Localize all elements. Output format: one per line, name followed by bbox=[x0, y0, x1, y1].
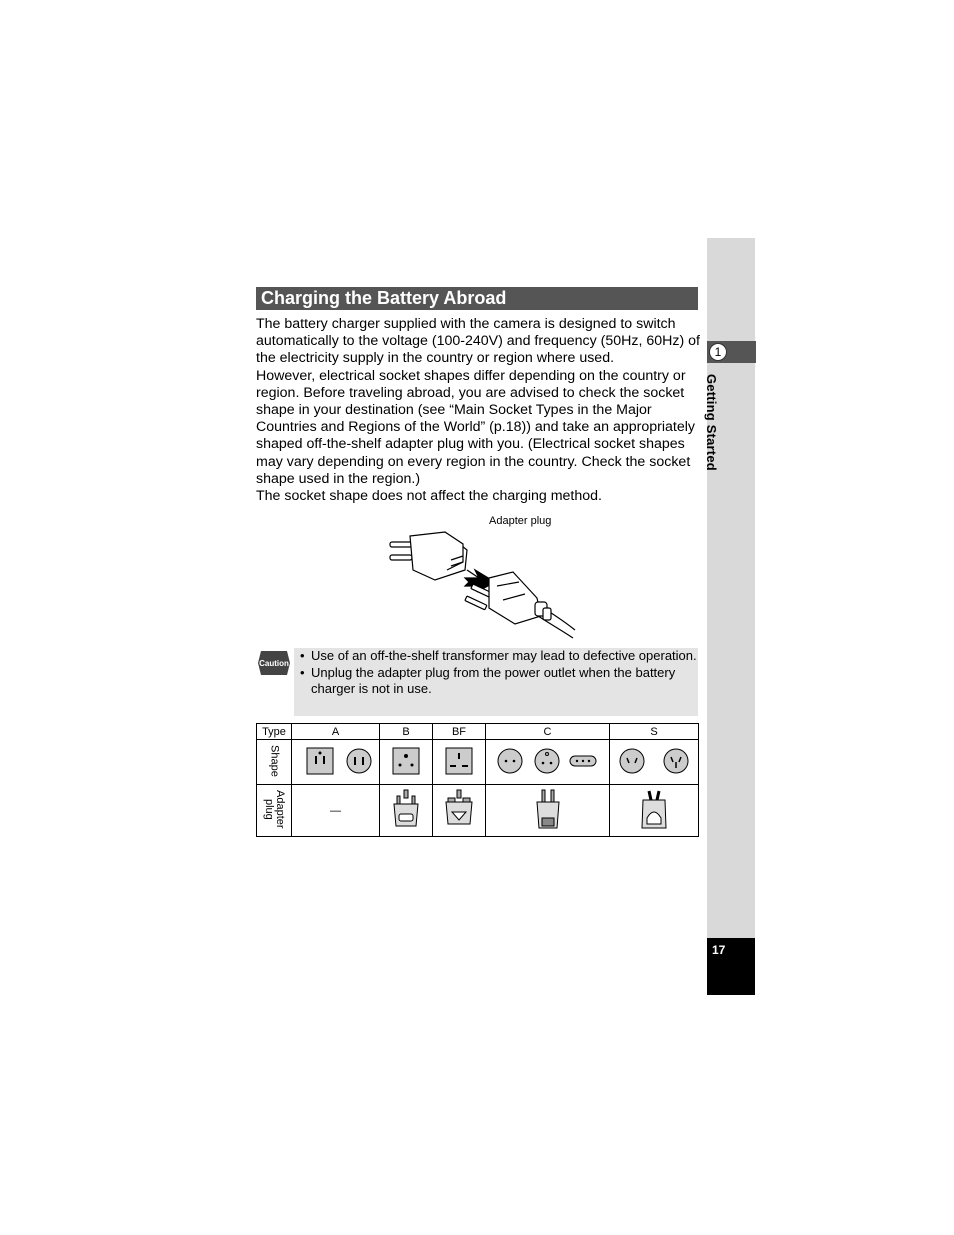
socket-shape-c bbox=[486, 740, 610, 785]
shape-row-header: Shape bbox=[257, 740, 292, 785]
type-bf: BF bbox=[433, 724, 486, 740]
adapter-plug-illustration bbox=[385, 512, 585, 642]
adapter-plug-c bbox=[486, 785, 610, 837]
body-text bbox=[256, 316, 701, 505]
type-c: C bbox=[486, 724, 610, 740]
caution-icon-text: Caution bbox=[259, 659, 289, 668]
caution-icon bbox=[257, 649, 291, 677]
adapter-plug-bf bbox=[433, 785, 486, 837]
caution-box bbox=[294, 648, 698, 716]
adapter-plug-s bbox=[610, 785, 699, 837]
chapter-number: 1 bbox=[709, 343, 727, 361]
paragraph: However, electrical socket shapes differ depending on the country or region. Before traveling abroad, you are advised to check the socket shape in your destination (see “Main Socket Types in the Major Countries and Regions of the World” (p.18)) and take an appropriately shaped off-the-shelf adapter plug with you. (Electrical socket shapes may vary depending on every region in the country. Check the socket shape used in the region.) bbox=[256, 367, 696, 487]
type-a: A bbox=[292, 724, 380, 740]
page-number: 17 bbox=[712, 943, 726, 957]
type-header: Type bbox=[257, 724, 292, 740]
caution-item: • Unplug the adapter plug from the power outlet when the battery charger is not in use. bbox=[300, 665, 676, 696]
section-title: Charging the Battery Abroad bbox=[256, 287, 698, 310]
figure-label: Adapter plug bbox=[489, 515, 552, 527]
adapter-a: — bbox=[292, 785, 380, 837]
type-s: S bbox=[610, 724, 699, 740]
socket-type-table bbox=[256, 723, 699, 837]
socket-shape-b bbox=[380, 740, 433, 785]
adapter-row-header: Adapter plug bbox=[257, 785, 292, 837]
chapter-label: Getting Started bbox=[704, 374, 719, 471]
socket-shape-s bbox=[610, 740, 699, 785]
caution-item: • Use of an off-the-shelf transformer may lead to defective operation. bbox=[300, 648, 697, 663]
type-b: B bbox=[380, 724, 433, 740]
paragraph: The battery charger supplied with the camera is designed to switch automatically to the voltage (100-240V) and frequency (50Hz, 60Hz) of the electricity supply in the country or region where used. bbox=[256, 316, 700, 367]
socket-shape-a bbox=[292, 740, 380, 785]
paragraph: The socket shape does not affect the charging method. bbox=[256, 488, 602, 505]
socket-shape-bf bbox=[433, 740, 486, 785]
adapter-plug-b bbox=[380, 785, 433, 837]
